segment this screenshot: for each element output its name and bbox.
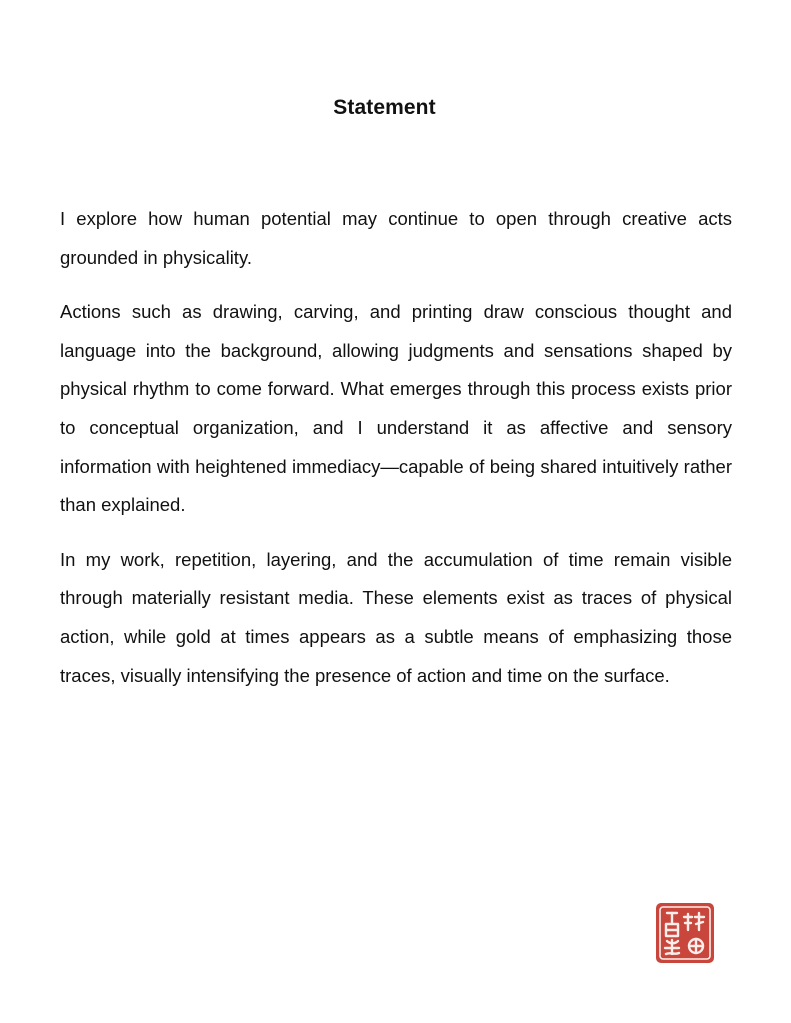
red-seal-stamp-icon — [655, 902, 715, 964]
paragraph-1: I explore how human potential may continue to open through creative acts grounded in physicality. — [60, 208, 732, 268]
paragraph-3: In my work, repetition, layering, and the accumulation of time remain visible through materially resistant media. These elements exist as traces of physical action, while gold at times appears as a subtle means of emphasizing those traces, visually intensifying the presence of action and time on the surface. — [60, 548, 732, 686]
paragraph-2: Actions such as drawing, carving, and printing draw conscious thought and language into the background, allowing judgments and sensations shaped by physical rhythm to come forward. What emerges through this process exists prior to conceptual organization, and I understand it as affective and sensory information with heightened immediacy—capable of being shared intuitively rather than explained. — [60, 301, 732, 516]
page-title: Statement — [333, 96, 436, 119]
statement-body — [60, 200, 732, 711]
